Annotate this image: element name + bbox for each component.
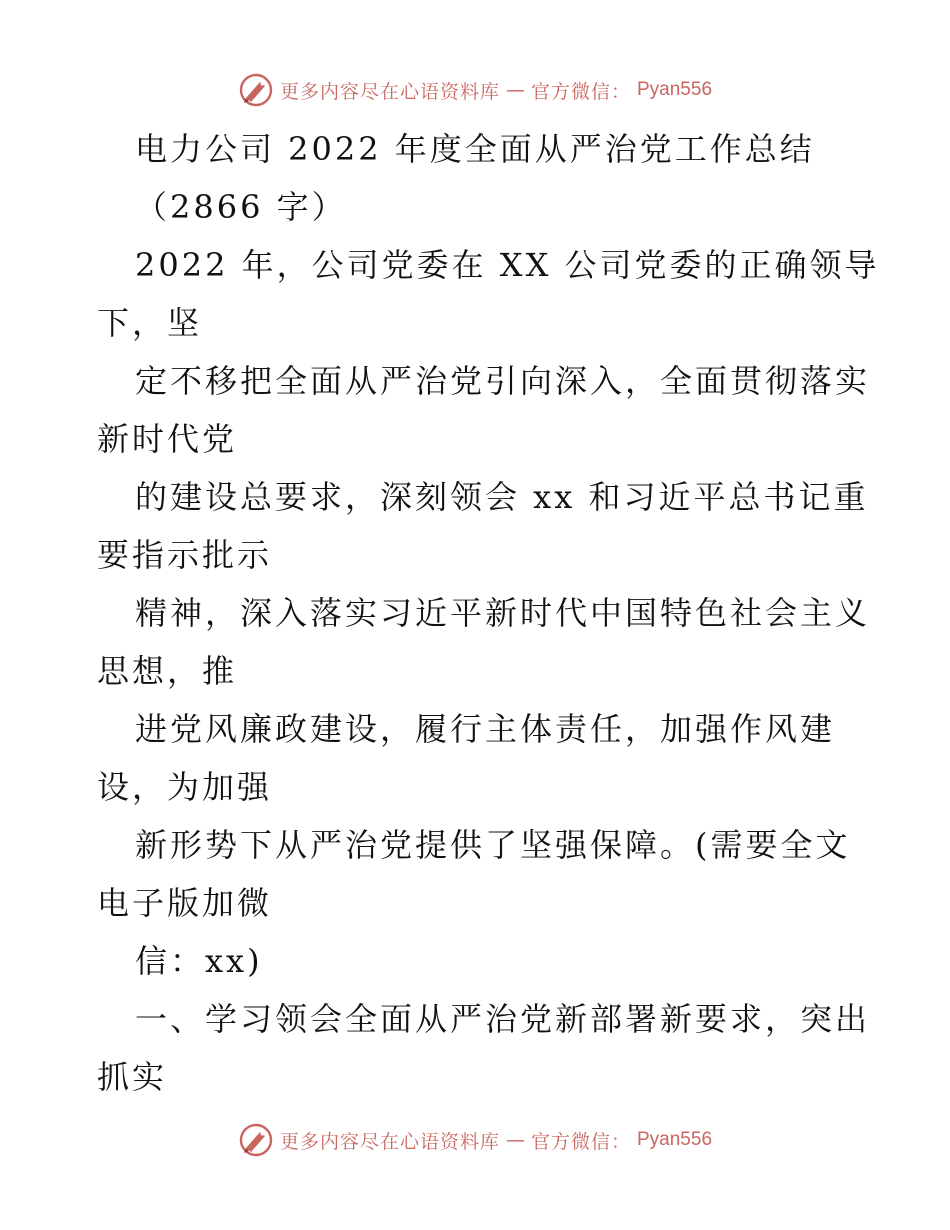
paragraph-line: 进党风廉政建设，履行主体责任，加强作风建 xyxy=(135,710,836,748)
watermark-text: 更多内容尽在心语资料库 xyxy=(279,80,500,103)
paragraph-line: 定不移把全面从严治党引向深入，全面贯彻落实 xyxy=(135,362,871,400)
pen-logo-icon xyxy=(238,72,274,108)
watermark-suffix: 官方微信： xyxy=(530,80,631,103)
paragraph-line: 设，为加强 xyxy=(97,768,273,806)
watermark-id: Pyan556 xyxy=(637,1129,713,1150)
pen-logo-icon xyxy=(238,1122,274,1158)
paragraph-line: 电子版加微 xyxy=(97,884,273,922)
paragraph-line: 精神，深入落实习近平新时代中国特色社会主义 xyxy=(135,594,871,632)
watermark-suffix: 官方微信： xyxy=(530,1130,631,1153)
watermark-footer xyxy=(0,1120,950,1160)
section-heading: 一、学习领会全面从严治党新部署新要求，突出 xyxy=(135,1000,871,1038)
document-word-count: （2866 字） xyxy=(135,188,347,226)
watermark-id: Pyan556 xyxy=(637,79,713,100)
paragraph-line: 新形势下从严治党提供了坚强保障。(需要全文 xyxy=(135,826,851,864)
paragraph-line: 信：xx) xyxy=(135,942,263,980)
document-title: 电力公司 2022 年度全面从严治党工作总结 xyxy=(135,130,815,168)
paragraph-line: 要指示批示 xyxy=(97,536,273,574)
watermark-dash: — xyxy=(505,79,525,101)
paragraph-line: 下，坚 xyxy=(97,304,203,342)
section-heading-continued: 抓实 xyxy=(97,1058,168,1096)
watermark-dash: — xyxy=(505,1129,525,1151)
document-body xyxy=(97,120,880,1106)
watermark-header xyxy=(0,70,950,110)
watermark-text: 更多内容尽在心语资料库 xyxy=(279,1130,500,1153)
paragraph-line: 新时代党 xyxy=(97,420,238,458)
paragraph-line: 的建设总要求，深刻领会 xx 和习近平总书记重 xyxy=(135,478,869,516)
paragraph-line: 2022 年，公司党委在 XX 公司党委的正确领导 xyxy=(135,246,880,284)
paragraph-line: 思想，推 xyxy=(97,652,238,690)
